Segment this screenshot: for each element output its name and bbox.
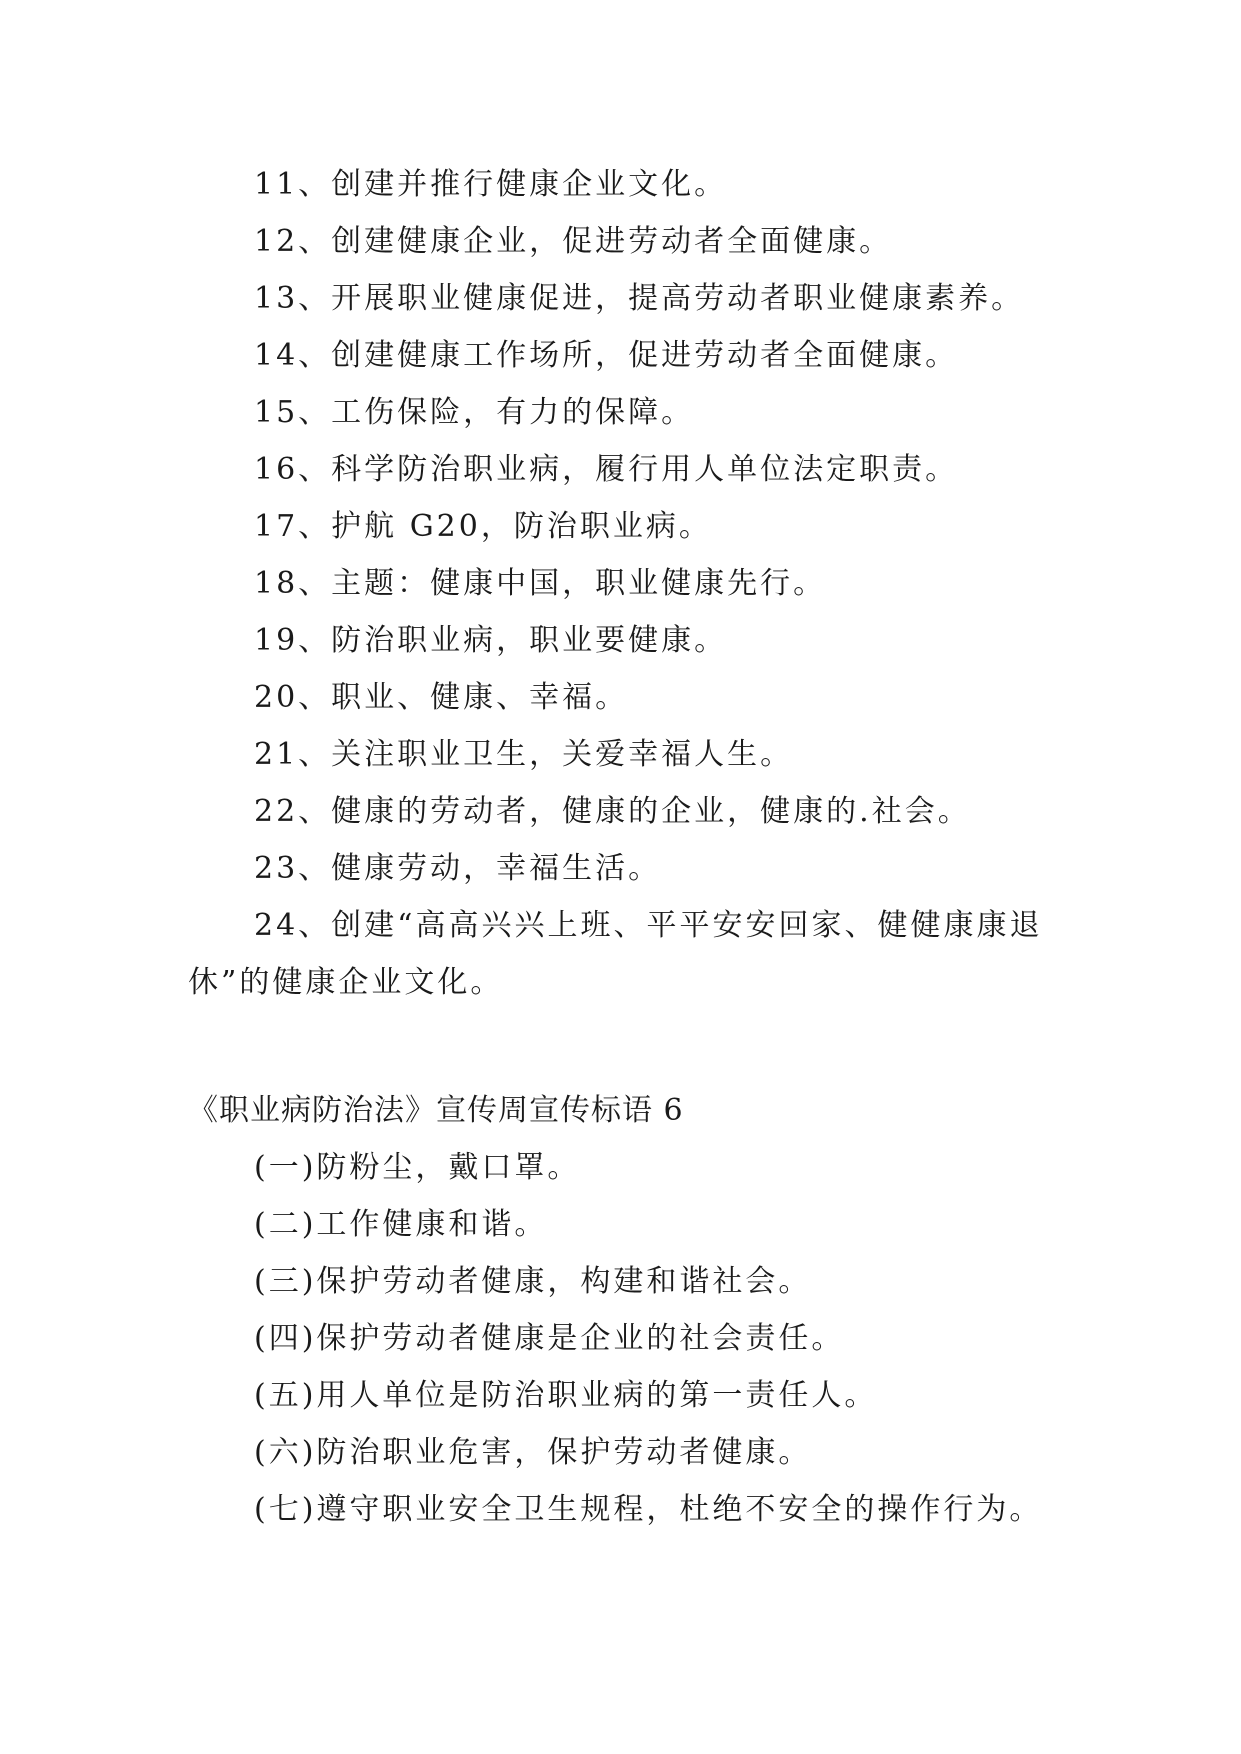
slogan-item: 12、创建健康企业，促进劳动者全面健康。: [254, 224, 893, 259]
slogan-item: 11、创建并推行健康企业文化。: [254, 167, 728, 202]
slogan-item: 19、防治职业病，职业要健康。: [254, 623, 728, 658]
slogan-item: 18、主题：健康中国，职业健康先行。: [254, 566, 827, 601]
slogan-item: (五)用人单位是防治职业病的第一责任人。: [254, 1378, 878, 1413]
slogan-item: 16、科学防治职业病，履行用人单位法定职责。: [254, 452, 959, 487]
slogan-item: 15、工伤保险，有力的保障。: [254, 395, 695, 430]
slogan-item: 14、创建健康工作场所，促进劳动者全面健康。: [254, 338, 959, 373]
slogan-item-24-line1: 24、创建“高高兴兴上班、平平安安回家、健健康康退: [254, 908, 1043, 943]
slogan-item: 17、护航 G20，防治职业病。: [254, 509, 712, 544]
slogan-item: 21、关注职业卫生，关爱幸福人生。: [254, 737, 794, 772]
slogan-item: (六)防治职业危害，保护劳动者健康。: [254, 1435, 812, 1470]
slogan-item: 23、健康劳动，幸福生活。: [254, 851, 662, 886]
slogan-item: 22、健康的劳动者，健康的企业，健康的.社会。: [254, 794, 971, 829]
slogan-item: (七)遵守职业安全卫生规程，杜绝不安全的操作行为。: [254, 1492, 1043, 1527]
slogan-item-24-line2: 休”的健康企业文化。: [188, 965, 504, 1000]
slogan-item: (一)防粉尘，戴口罩。: [254, 1150, 581, 1185]
slogan-item: (四)保护劳动者健康是企业的社会责任。: [254, 1321, 845, 1356]
slogan-item: 13、开展职业健康促进，提高劳动者职业健康素养。: [254, 281, 1025, 316]
slogan-item: (三)保护劳动者健康，构建和谐社会。: [254, 1264, 812, 1299]
section-heading: 《职业病防治法》宣传周宣传标语 6: [188, 1093, 684, 1128]
slogan-item: (二)工作健康和谐。: [254, 1207, 548, 1242]
slogan-item: 20、职业、健康、幸福。: [254, 680, 629, 715]
